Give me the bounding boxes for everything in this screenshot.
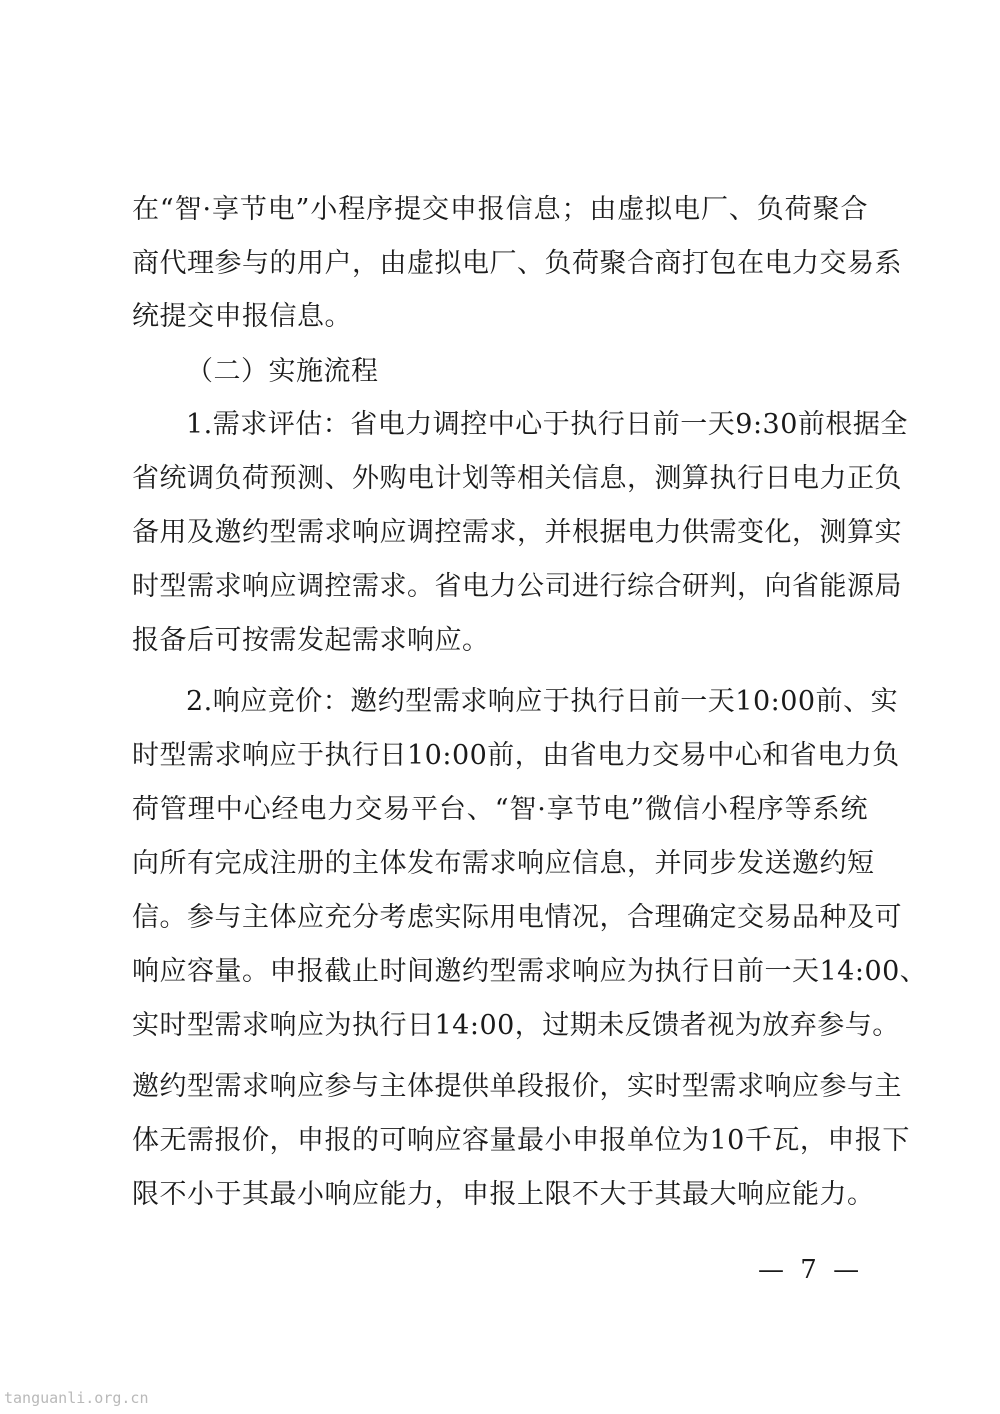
body-text-line: 向所有完成注册的主体发布需求响应信息，并同步发送邀约短 [132,848,875,879]
body-text-line: 邀约型需求响应参与主体提供单段报价，实时型需求响应参与主 [132,1071,902,1102]
page-number: — 7 — [758,1255,864,1285]
body-text-line: 时型需求响应于执行日10:00前，由省电力交易中心和省电力负 [132,740,900,771]
body-text-line: 实时型需求响应为执行日14:00，过期未反馈者视为放弃参与。 [132,1010,900,1041]
section-heading: （二）实施流程 [186,356,379,387]
body-text-line: 信。参与主体应充分考虑实际用电情况，合理确定交易品种及可 [132,902,902,933]
body-text-line: 2.响应竞价：邀约型需求响应于执行日前一天10:00前、实 [186,686,899,717]
body-text-line: 报备后可按需发起需求响应。 [132,625,490,656]
body-text-line: 省统调负荷预测、外购电计划等相关信息，测算执行日电力正负 [132,463,902,494]
body-text-line: 体无需报价，申报的可响应容量最小申报单位为10千瓦，申报下 [132,1125,910,1156]
body-text-line: 荷管理中心经电力交易平台、“智·享节电”微信小程序等系统 [132,794,868,825]
body-text-line: 时型需求响应调控需求。省电力公司进行综合研判，向省能源局 [132,571,902,602]
body-text-line: 统提交申报信息。 [132,301,352,332]
body-text-line: 在“智·享节电”小程序提交申报信息；由虚拟电厂、负荷聚合 [132,194,868,225]
body-text-line: 1.需求评估：省电力调控中心于执行日前一天9:30前根据全 [186,409,908,440]
body-text-line: 商代理参与的用户，由虚拟电厂、负荷聚合商打包在电力交易系 [132,248,902,279]
body-text-line: 备用及邀约型需求响应调控需求，并根据电力供需变化，测算实 [132,517,902,548]
body-text-line: 限不小于其最小响应能力，申报上限不大于其最大响应能力。 [132,1179,875,1210]
body-text-line: 响应容量。申报截止时间邀约型需求响应为执行日前一天14:00、 [132,956,928,987]
watermark: tanguanli.org.cn [4,1389,149,1407]
